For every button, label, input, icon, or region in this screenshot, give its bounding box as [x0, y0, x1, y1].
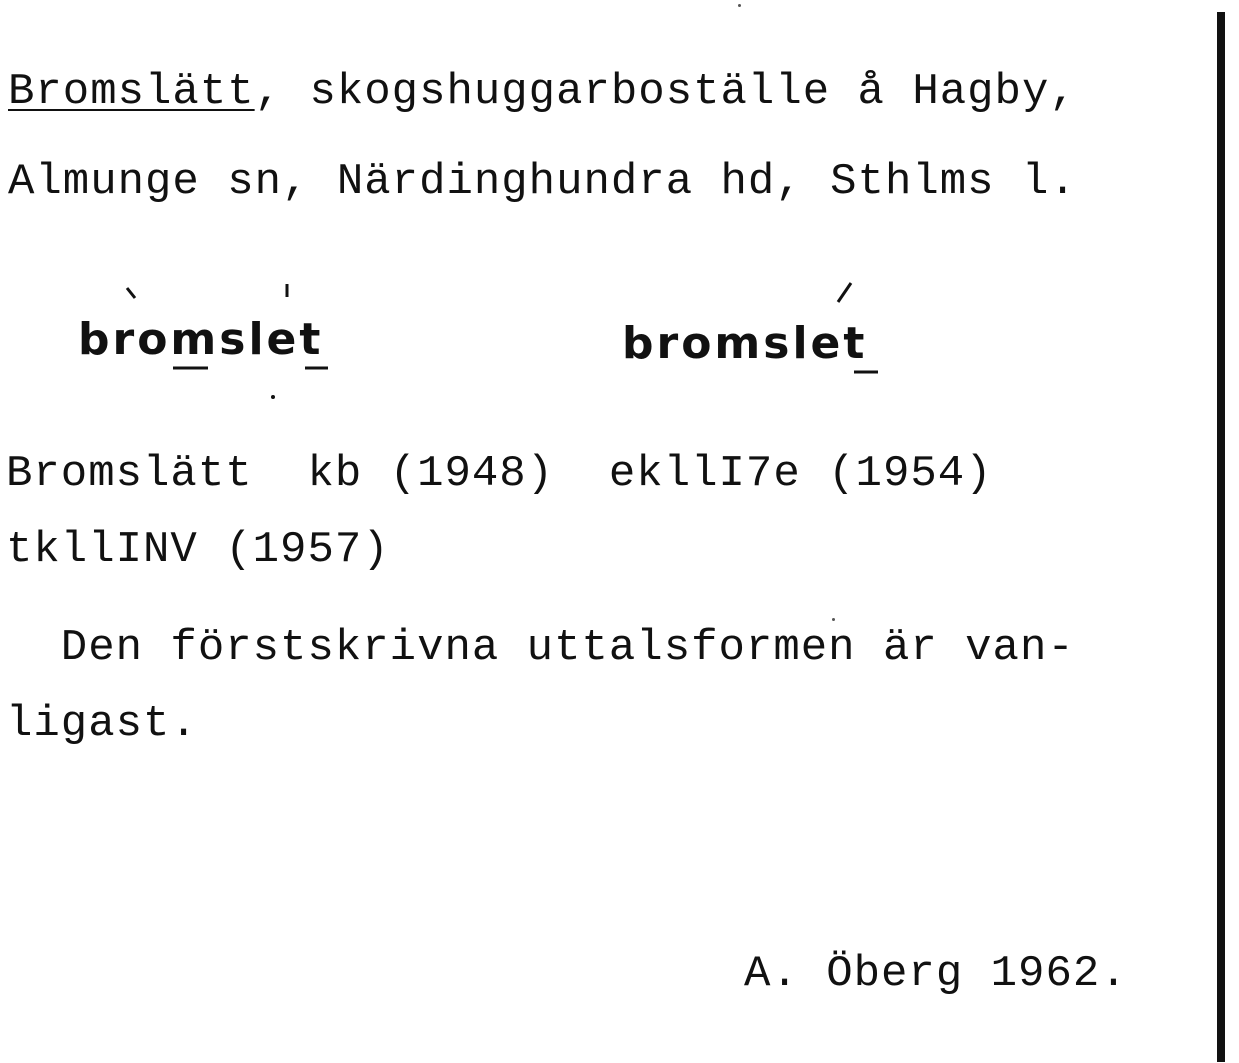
ink-dot	[271, 395, 275, 399]
pronunciation-form-1: bromslet	[78, 314, 324, 365]
card-edge-line	[1217, 12, 1225, 1062]
acute-accent-mark	[838, 283, 851, 302]
sources-line-2: tkllINV (1957)	[6, 525, 390, 575]
note-line-2: ligast.	[6, 699, 198, 749]
grave-accent-mark	[127, 288, 135, 298]
note-line-1: Den förstskrivna uttalsformen är van-	[6, 623, 1075, 673]
sources-line-1: Bromslätt kb (1948) ekllI7e (1954)	[6, 449, 993, 499]
scan-speck	[832, 618, 835, 621]
signature: A. Öberg 1962.	[744, 949, 1128, 999]
headword: Bromslätt	[8, 67, 255, 117]
card-line-2: Almunge sn, Närdinghundra hd, Sthlms l.	[8, 157, 1077, 207]
scan-speck	[738, 4, 741, 7]
pronunciation-form-2: bromslet	[622, 318, 868, 369]
headword-description: , skogshuggarboställe å Hagby,	[254, 67, 1077, 117]
